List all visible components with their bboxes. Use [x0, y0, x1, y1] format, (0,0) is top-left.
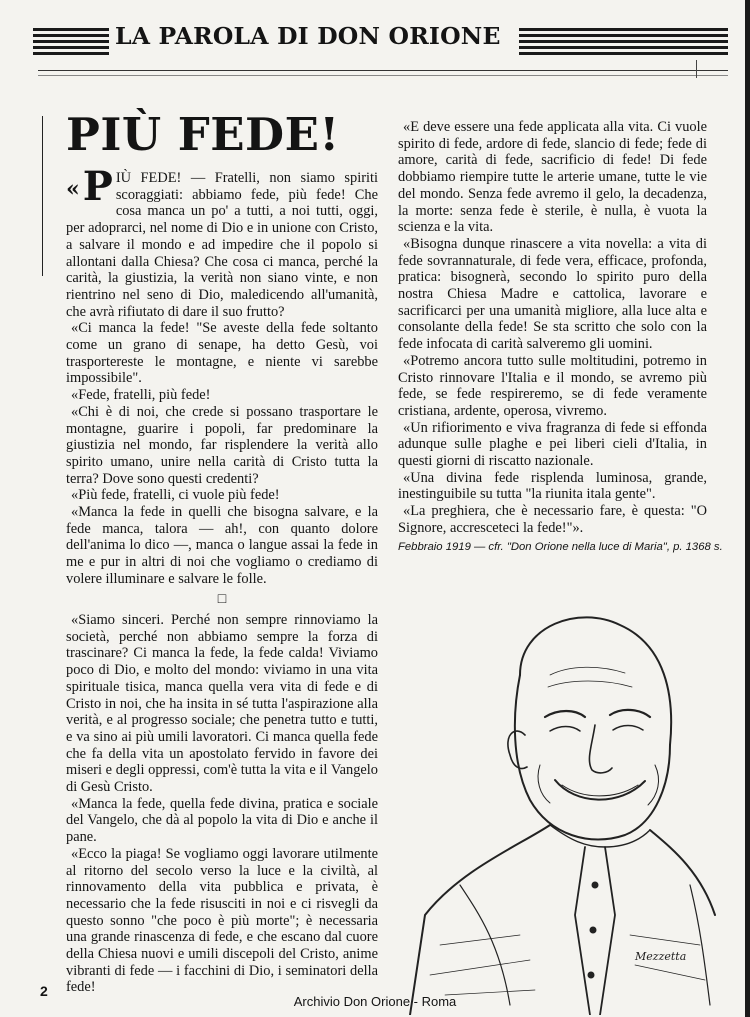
- paragraph: «Ci manca la fede! "Se aveste della fede soltanto come un grano di senape, ha detto Gesù, voi trasportereste le montagne, e niente vi sarebbe impossibile".: [66, 320, 378, 387]
- header-tick: [696, 60, 697, 78]
- left-column: [66, 163, 378, 608]
- section-title: LA PAROLA DI DON ORIONE: [115, 22, 501, 50]
- header-rules-left: [33, 28, 109, 58]
- open-quote: «: [66, 176, 80, 202]
- paragraph: «Potremo ancora tutto sulle moltitudini, potremo in Cristo rinnovare l'Italia e il mondo, se avremo più fede, se fede respireremo, se di fede veramente cristiana, ardente, operosa, vivremo.: [398, 352, 707, 419]
- artist-signature: Mezzetta: [635, 950, 687, 963]
- page-number: 2: [40, 983, 48, 999]
- header-divider-thin: [38, 75, 728, 76]
- portrait-illustration: [400, 585, 720, 1015]
- paragraph: «Siamo sinceri. Perché non sempre rinnoviamo la società, perché non abbiamo sempre la forza di trascinare? Ci manca la fede, la fede calda! Viviamo poco di Dio, e molto del mondo: viviamo in una vita spirituale tisica, manca quella vera vita di fede e di Cristo in noi, che ha insita in sé tutta l'aspirazione alla verità, e al progresso sociale; che penetra tutto e tutti, e va sino ai più umili lavoratori. Ci manca quella fede che fa della vita un apostolato fervido in favore dei miseri e degli oppressi, com'è tutta la vita e il Vangelo di Gesù Cristo.: [66, 612, 378, 796]
- paragraph: «Un rifiorimento e viva fragranza di fede si effonda adunque sulle plaghe e pei liberi cieli d'Italia, in questi giorni di riscatto nazionale.: [398, 419, 707, 470]
- paragraph: «Più fede, fratelli, ci vuole più fede!: [71, 487, 280, 504]
- left-column-lower: [66, 612, 378, 996]
- paragraph: «E deve essere una fede applicata alla vita. Ci vuole spirito di fede, ardore di fede, slancio di fede; fede di amore, carità di fede, sacrificio di fede! Di fede dobbiamo riempire tutte le arterie umane, tutte le vie del mondo. Senza fede avremo il gelo, la decadenza, la morte: senza fede è sterile, è nulla, è vuota la scienza e la vita.: [398, 119, 707, 236]
- margin-rule: [42, 116, 43, 276]
- header-rules-right: [519, 28, 728, 58]
- page-edge: [745, 0, 750, 1017]
- paragraph: «Manca la fede in quelli che bisogna salvare, e la fede manca, talora — ah!, con quanto dolore dell'anima lo dico —, manca o langue assai la fede in me e pur in altri di noi che vogliamo o crediamo di volere illuminare e salvare le folle.: [66, 504, 378, 587]
- section-header: [33, 22, 728, 62]
- section-end-mark: □: [217, 591, 227, 607]
- paragraph: IÙ FEDE! — Fratelli, non siamo spiriti scoraggiati: abbiamo fede, più fede! Che cosa manca un po' a tutti, a noi tutti, oggi, per adoprarci, nel nome di Dio e in unione con Cristo, a salvare il mondo e ad impedire che il popolo si allontani dalla Chiesa? Che cosa ci manca, perché la carità, la giustizia, la verità non siano vinte, e non rientrino nel seno di Dio, maledicendo all'umanità, che avrà rifiutato di dare il suo frutto?: [66, 170, 378, 320]
- header-divider: [38, 70, 728, 71]
- paragraph: «Ecco la piaga! Se vogliamo oggi lavorare utilmente al ritorno del secolo verso la luce e la civiltà, al rinnovamento della vita pubblica e privata, è necessario che la fede risusciti in noi e ci risvegli da questo sonno "che poco è più morte"; è necessaria una grande rinascenza di fede, e che escano dal cuore della Chiesa nuovi e umili discepoli del Cristo, anime vibranti di fede — i facchini di Dio, i seminatori della fede!: [66, 845, 378, 996]
- archive-credit: Archivio Don Orione - Roma: [293, 994, 457, 1009]
- paragraph: «La preghiera, che è necessario fare, è questa: "O Signore, accresceteci la fede!"».: [398, 503, 707, 536]
- source-citation: Febbraio 1919 — cfr. "Don Orione nella luce di Maria", p. 1368 s.: [398, 540, 723, 553]
- paragraph: «Manca la fede, quella fede divina, pratica e sociale del Vangelo, che dà al popolo la vita di Dio e anche il pane.: [66, 795, 378, 846]
- paragraph: «Una divina fede risplenda luminosa, grande, inestinguibile su tutta "la riunita itala gente".: [398, 469, 707, 503]
- paragraph: «Bisogna dunque rinascere a vita novella: a vita di fede sovrannaturale, di fede vera, efficace, profonda, pratica: bisognerà, secondo lo spirito puro della nostra Chiesa Madre e cattolica, lavorare e sacrificarci per una umanità migliore, alla luce alta e consolante della fede! Se sta scritto che solo con la fede infocata di carità salveremo gli uomini.: [398, 235, 707, 353]
- right-column: [398, 119, 723, 555]
- article-title: PIÙ FEDE!: [66, 108, 340, 161]
- paragraph: «Chi è di noi, che crede si possano trasportare le montagne, guarire i popoli, far predominare la giustizia nel mondo, far risplendere la verità allo spirito umano, unire nella carità di Cristo tutta la terra? Dove sono questi credenti?: [66, 403, 378, 487]
- drop-cap: P: [82, 163, 113, 210]
- paragraph: «Fede, fratelli, più fede!: [71, 387, 211, 404]
